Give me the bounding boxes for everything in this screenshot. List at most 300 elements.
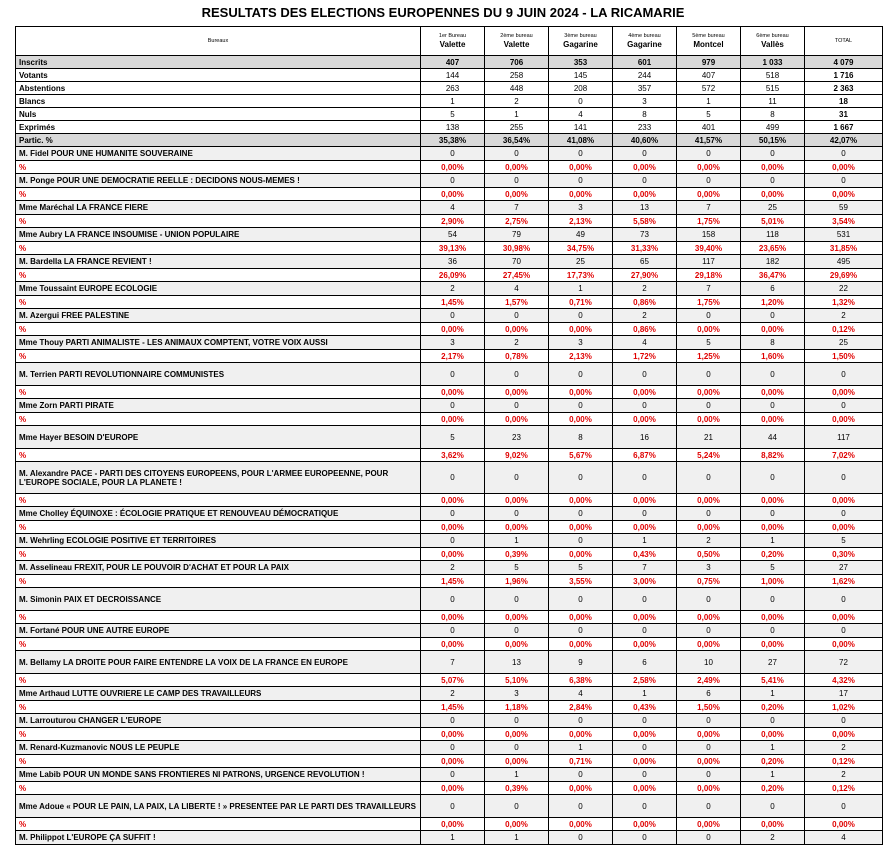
table-cell: 3: [549, 336, 613, 350]
table-cell: 13: [613, 201, 677, 215]
row-label: Mme Arthaud LUTTE OUVRIERE LE CAMP DES TRAVAILLEURS: [16, 687, 421, 701]
table-cell: 9,02%: [485, 449, 549, 462]
table-cell: 2,75%: [485, 215, 549, 228]
table-cell: 8: [741, 336, 805, 350]
table-cell: 0,00%: [485, 728, 549, 741]
table-cell: 40,60%: [613, 134, 677, 147]
table-cell: 0: [549, 363, 613, 386]
table-cell: 0,00%: [613, 521, 677, 534]
table-cell: 1,50%: [677, 701, 741, 714]
table-cell: 23: [485, 426, 549, 449]
table-cell: 18: [805, 95, 883, 108]
percent-row: [16, 728, 883, 741]
table-cell: 11: [741, 95, 805, 108]
table-cell: 0,00%: [741, 638, 805, 651]
table-cell: 0,00%: [549, 161, 613, 174]
table-cell: 0,00%: [613, 818, 677, 831]
percent-row: [16, 701, 883, 714]
table-cell: 0: [485, 363, 549, 386]
row-label: Nuls: [16, 108, 421, 121]
percent-row: [16, 323, 883, 336]
table-cell: 0: [613, 741, 677, 755]
table-cell: 0: [677, 462, 741, 494]
table-cell: 357: [613, 82, 677, 95]
table-cell: 0,00%: [613, 386, 677, 399]
table-cell: 0,00%: [421, 548, 485, 561]
table-cell: 499: [741, 121, 805, 134]
table-cell: 141: [549, 121, 613, 134]
table-cell: 0: [613, 624, 677, 638]
table-cell: 0,00%: [549, 323, 613, 336]
table-cell: 0,00%: [549, 782, 613, 795]
table-cell: 0: [677, 309, 741, 323]
table-cell: 353: [549, 56, 613, 69]
table-cell: 0: [549, 95, 613, 108]
percent-row: [16, 494, 883, 507]
table-cell: 0: [741, 462, 805, 494]
table-cell: 2,49%: [677, 674, 741, 687]
table-cell: 0,86%: [613, 323, 677, 336]
table-cell: 407: [677, 69, 741, 82]
table-cell: 0,00%: [677, 413, 741, 426]
table-cell: 0,00%: [549, 611, 613, 624]
row-label: M. Wehrling ECOLOGIE POSITIVE ET TERRITOIRES: [16, 534, 421, 548]
table-cell: 401: [677, 121, 741, 134]
row-label: M. Alexandre PACE - PARTI DES CITOYENS EUROPEENS, POUR L'ARMEE EUROPEENNE, POUR L'EUROPE SOCIALE, POUR LA PLANETE !: [16, 462, 421, 494]
table-cell: 2: [421, 561, 485, 575]
table-cell: 1: [549, 741, 613, 755]
table-cell: 0,00%: [549, 413, 613, 426]
stat-row: [16, 134, 883, 147]
candidate-row: [16, 399, 883, 413]
table-cell: 0,00%: [485, 188, 549, 201]
header-total: TOTAL: [805, 27, 883, 56]
candidate-row: [16, 363, 883, 386]
table-cell: 10: [677, 651, 741, 674]
table-cell: 3,54%: [805, 215, 883, 228]
row-label: M. Asselineau FREXIT, POUR LE POUVOIR D'ACHAT ET POUR LA PAIX: [16, 561, 421, 575]
table-cell: 0,00%: [549, 728, 613, 741]
table-cell: 0,00%: [677, 161, 741, 174]
table-cell: 0: [421, 768, 485, 782]
row-label: Mme Toussaint EUROPE ECOLOGIE: [16, 282, 421, 296]
row-label: Mme Zorn PARTI PIRATE: [16, 399, 421, 413]
table-cell: 1,45%: [421, 701, 485, 714]
table-cell: 0,00%: [677, 494, 741, 507]
percent-row: [16, 674, 883, 687]
row-label: %: [16, 413, 421, 426]
table-cell: 31,85%: [805, 242, 883, 255]
row-label: Exprimés: [16, 121, 421, 134]
table-cell: 36: [421, 255, 485, 269]
table-cell: 0: [741, 624, 805, 638]
table-cell: 0,00%: [677, 386, 741, 399]
table-cell: 72: [805, 651, 883, 674]
table-cell: 0: [677, 174, 741, 188]
table-cell: 4,32%: [805, 674, 883, 687]
table-cell: 0,00%: [741, 611, 805, 624]
table-cell: 0: [421, 624, 485, 638]
row-label: %: [16, 269, 421, 282]
row-label: M. Bardella LA FRANCE REVIENT !: [16, 255, 421, 269]
percent-row: [16, 188, 883, 201]
table-cell: 0,00%: [741, 413, 805, 426]
table-cell: 0: [421, 534, 485, 548]
table-cell: 0: [741, 795, 805, 818]
candidate-row: [16, 426, 883, 449]
table-cell: 0,00%: [805, 494, 883, 507]
table-cell: 1: [741, 768, 805, 782]
row-label: %: [16, 611, 421, 624]
table-cell: 2: [613, 309, 677, 323]
table-cell: 0: [421, 174, 485, 188]
table-cell: 2,13%: [549, 215, 613, 228]
row-label: M. Philippot L'EUROPE ÇA SUFFIT !: [16, 831, 421, 845]
table-cell: 1: [485, 534, 549, 548]
table-cell: 0: [421, 795, 485, 818]
table-cell: 0: [677, 507, 741, 521]
percent-row: [16, 548, 883, 561]
results-table: [15, 26, 883, 845]
table-cell: 2: [613, 282, 677, 296]
table-cell: 0: [549, 768, 613, 782]
row-label: %: [16, 215, 421, 228]
table-cell: 0: [549, 588, 613, 611]
table-cell: 5: [421, 426, 485, 449]
table-cell: 21: [677, 426, 741, 449]
table-cell: 0: [741, 147, 805, 161]
table-cell: 1,72%: [613, 350, 677, 363]
table-cell: 25: [805, 336, 883, 350]
table-cell: 0: [677, 714, 741, 728]
table-cell: 0: [485, 507, 549, 521]
row-label: Mme Thouy PARTI ANIMALISTE - LES ANIMAUX COMPTENT, VOTRE VOIX AUSSI: [16, 336, 421, 350]
table-cell: 0,00%: [805, 521, 883, 534]
stat-row: [16, 95, 883, 108]
candidate-row: [16, 651, 883, 674]
table-cell: 2: [485, 336, 549, 350]
row-label: %: [16, 494, 421, 507]
table-cell: 0,00%: [613, 782, 677, 795]
table-cell: 1,45%: [421, 575, 485, 588]
table-cell: 8: [741, 108, 805, 121]
table-cell: 31: [805, 108, 883, 121]
table-cell: 5,67%: [549, 449, 613, 462]
table-cell: 138: [421, 121, 485, 134]
row-label: %: [16, 350, 421, 363]
table-cell: 2: [805, 309, 883, 323]
table-cell: 0,00%: [805, 638, 883, 651]
table-cell: 9: [549, 651, 613, 674]
table-cell: 1,62%: [805, 575, 883, 588]
table-cell: 0,00%: [613, 161, 677, 174]
table-cell: 16: [613, 426, 677, 449]
table-cell: 30,98%: [485, 242, 549, 255]
table-cell: 0: [805, 507, 883, 521]
table-cell: 35,38%: [421, 134, 485, 147]
table-cell: 6: [613, 651, 677, 674]
row-label: %: [16, 386, 421, 399]
row-label: M. Simonin PAIX ET DECROISSANCE: [16, 588, 421, 611]
table-cell: 1,02%: [805, 701, 883, 714]
table-cell: 0: [613, 462, 677, 494]
table-cell: 0,71%: [549, 296, 613, 309]
table-cell: 2,58%: [613, 674, 677, 687]
candidate-row: [16, 255, 883, 269]
table-cell: 0: [805, 363, 883, 386]
table-cell: 0: [613, 147, 677, 161]
candidate-row: [16, 588, 883, 611]
table-cell: 0,00%: [677, 323, 741, 336]
table-cell: 0: [485, 714, 549, 728]
table-cell: 4: [485, 282, 549, 296]
table-cell: 0,00%: [549, 548, 613, 561]
candidate-row: [16, 768, 883, 782]
table-cell: 3: [421, 336, 485, 350]
table-cell: 0: [741, 588, 805, 611]
row-label: Votants: [16, 69, 421, 82]
header-bureau-1: 1er Bureau Valette: [421, 27, 485, 56]
table-cell: 2: [421, 687, 485, 701]
page-title: RESULTATS DES ELECTIONS EUROPENNES DU 9 JUIN 2024 - LA RICAMARIE: [201, 5, 685, 20]
table-cell: 0,86%: [613, 296, 677, 309]
table-cell: 531: [805, 228, 883, 242]
table-cell: 0,00%: [549, 494, 613, 507]
table-cell: 0: [549, 624, 613, 638]
table-cell: 706: [485, 56, 549, 69]
table-cell: 0: [613, 174, 677, 188]
candidate-row: [16, 687, 883, 701]
table-cell: 0: [741, 399, 805, 413]
table-cell: 0: [549, 174, 613, 188]
table-cell: 2: [741, 831, 805, 845]
table-cell: 6: [741, 282, 805, 296]
table-cell: 0,20%: [741, 701, 805, 714]
table-cell: 0: [805, 147, 883, 161]
table-cell: 27,90%: [613, 269, 677, 282]
table-cell: 0,75%: [677, 575, 741, 588]
table-cell: 29,18%: [677, 269, 741, 282]
table-cell: 26,09%: [421, 269, 485, 282]
table-cell: 0: [549, 831, 613, 845]
row-label: Mme Hayer BESOIN D'EUROPE: [16, 426, 421, 449]
table-cell: 0,00%: [741, 188, 805, 201]
table-cell: 3,62%: [421, 449, 485, 462]
header-bureaux: Bureaux: [16, 27, 421, 56]
table-cell: 0,00%: [805, 386, 883, 399]
table-cell: 1: [485, 108, 549, 121]
table-cell: 0: [549, 147, 613, 161]
table-cell: 208: [549, 82, 613, 95]
table-cell: 1: [613, 687, 677, 701]
table-cell: 7: [421, 651, 485, 674]
table-cell: 2 363: [805, 82, 883, 95]
percent-row: [16, 269, 883, 282]
table-cell: 0,39%: [485, 548, 549, 561]
table-cell: 27,45%: [485, 269, 549, 282]
table-cell: 0,00%: [677, 818, 741, 831]
row-label: M. Fortané POUR UNE AUTRE EUROPE: [16, 624, 421, 638]
row-label: Mme Labib POUR UN MONDE SANS FRONTIERES NI PATRONS, URGENCE REVOLUTION !: [16, 768, 421, 782]
table-cell: 0,39%: [485, 782, 549, 795]
table-cell: 0: [677, 588, 741, 611]
row-label: %: [16, 818, 421, 831]
table-cell: 0,43%: [613, 548, 677, 561]
table-cell: 5,58%: [613, 215, 677, 228]
table-cell: 0: [485, 741, 549, 755]
table-cell: 0,20%: [741, 755, 805, 768]
table-cell: 0: [485, 309, 549, 323]
table-cell: 0,00%: [421, 413, 485, 426]
table-cell: 0,12%: [805, 782, 883, 795]
table-cell: 0,00%: [613, 638, 677, 651]
table-cell: 8: [613, 108, 677, 121]
row-label: %: [16, 161, 421, 174]
table-cell: 2,84%: [549, 701, 613, 714]
table-cell: 0,00%: [421, 728, 485, 741]
percent-row: [16, 611, 883, 624]
table-cell: 0,00%: [613, 728, 677, 741]
table-cell: 27: [741, 651, 805, 674]
table-cell: 5: [485, 561, 549, 575]
candidate-row: [16, 795, 883, 818]
table-cell: 0,00%: [613, 755, 677, 768]
table-cell: 117: [805, 426, 883, 449]
table-cell: 233: [613, 121, 677, 134]
table-cell: 0,00%: [677, 638, 741, 651]
table-cell: 25: [549, 255, 613, 269]
table-cell: 0,00%: [485, 386, 549, 399]
table-cell: 2: [421, 282, 485, 296]
stat-row: [16, 82, 883, 95]
table-cell: 0,00%: [741, 494, 805, 507]
table-cell: 2: [805, 768, 883, 782]
table-cell: 0,00%: [549, 818, 613, 831]
table-cell: 0,00%: [421, 611, 485, 624]
table-cell: 0,00%: [549, 188, 613, 201]
table-cell: 0: [805, 588, 883, 611]
table-cell: 0,00%: [485, 611, 549, 624]
table-cell: 4: [549, 108, 613, 121]
table-cell: 8,82%: [741, 449, 805, 462]
table-cell: 79: [485, 228, 549, 242]
header-row: [16, 27, 883, 56]
table-cell: 2: [677, 534, 741, 548]
candidate-row: [16, 147, 883, 161]
row-label: %: [16, 449, 421, 462]
table-cell: 1,32%: [805, 296, 883, 309]
table-cell: 17: [805, 687, 883, 701]
table-cell: 448: [485, 82, 549, 95]
table-cell: 0: [421, 588, 485, 611]
table-cell: 0,00%: [421, 188, 485, 201]
table-cell: 7: [485, 201, 549, 215]
table-cell: 1,00%: [741, 575, 805, 588]
table-cell: 495: [805, 255, 883, 269]
table-cell: 0,00%: [421, 161, 485, 174]
header-bureau-6: 6ème bureau Vallès: [741, 27, 805, 56]
table-cell: 0: [677, 795, 741, 818]
table-cell: 0: [613, 714, 677, 728]
table-cell: 518: [741, 69, 805, 82]
table-cell: 5,07%: [421, 674, 485, 687]
table-cell: 0: [741, 714, 805, 728]
row-label: M. Larrouturou CHANGER L'EUROPE: [16, 714, 421, 728]
table-cell: 0: [421, 147, 485, 161]
table-cell: 0: [677, 768, 741, 782]
table-cell: 70: [485, 255, 549, 269]
table-cell: 0: [805, 462, 883, 494]
table-cell: 0: [805, 714, 883, 728]
table-cell: 3: [485, 687, 549, 701]
row-label: %: [16, 242, 421, 255]
table-cell: 0,71%: [549, 755, 613, 768]
table-cell: 1: [485, 768, 549, 782]
table-cell: 5: [549, 561, 613, 575]
table-cell: 1,45%: [421, 296, 485, 309]
percent-row: [16, 350, 883, 363]
percent-row: [16, 521, 883, 534]
table-cell: 0: [741, 309, 805, 323]
table-cell: 0,00%: [421, 638, 485, 651]
table-cell: 0,00%: [741, 521, 805, 534]
table-cell: 258: [485, 69, 549, 82]
table-cell: 0: [485, 624, 549, 638]
table-cell: 65: [613, 255, 677, 269]
percent-row: [16, 296, 883, 309]
table-cell: 0,00%: [421, 323, 485, 336]
table-cell: 1: [421, 95, 485, 108]
table-cell: 0,00%: [677, 782, 741, 795]
percent-row: [16, 575, 883, 588]
table-cell: 0: [677, 363, 741, 386]
table-cell: 0: [613, 588, 677, 611]
table-cell: 0,00%: [805, 413, 883, 426]
table-cell: 36,47%: [741, 269, 805, 282]
table-cell: 59: [805, 201, 883, 215]
table-cell: 0,00%: [741, 161, 805, 174]
table-cell: 0,00%: [549, 521, 613, 534]
table-cell: 0: [805, 624, 883, 638]
table-cell: 0: [613, 831, 677, 845]
table-cell: 0,00%: [741, 728, 805, 741]
table-cell: 0: [421, 714, 485, 728]
percent-row: [16, 242, 883, 255]
row-label: %: [16, 728, 421, 741]
table-cell: 0,00%: [485, 323, 549, 336]
table-cell: 0,00%: [485, 494, 549, 507]
table-cell: 601: [613, 56, 677, 69]
table-cell: 1 716: [805, 69, 883, 82]
table-cell: 4: [421, 201, 485, 215]
row-label: M. Renard-Kuzmanovic NOUS LE PEUPLE: [16, 741, 421, 755]
table-cell: 0: [677, 741, 741, 755]
percent-row: [16, 638, 883, 651]
table-cell: 0: [613, 768, 677, 782]
row-label: M. Azergui FREE PALESTINE: [16, 309, 421, 323]
table-cell: 2,90%: [421, 215, 485, 228]
table-cell: 515: [741, 82, 805, 95]
table-cell: 22: [805, 282, 883, 296]
table-cell: 0,00%: [677, 755, 741, 768]
table-cell: 27: [805, 561, 883, 575]
table-cell: 0,00%: [421, 755, 485, 768]
table-cell: 7: [677, 201, 741, 215]
candidate-row: [16, 309, 883, 323]
table-cell: 39,13%: [421, 242, 485, 255]
table-cell: 5: [677, 336, 741, 350]
table-cell: 0,00%: [677, 521, 741, 534]
